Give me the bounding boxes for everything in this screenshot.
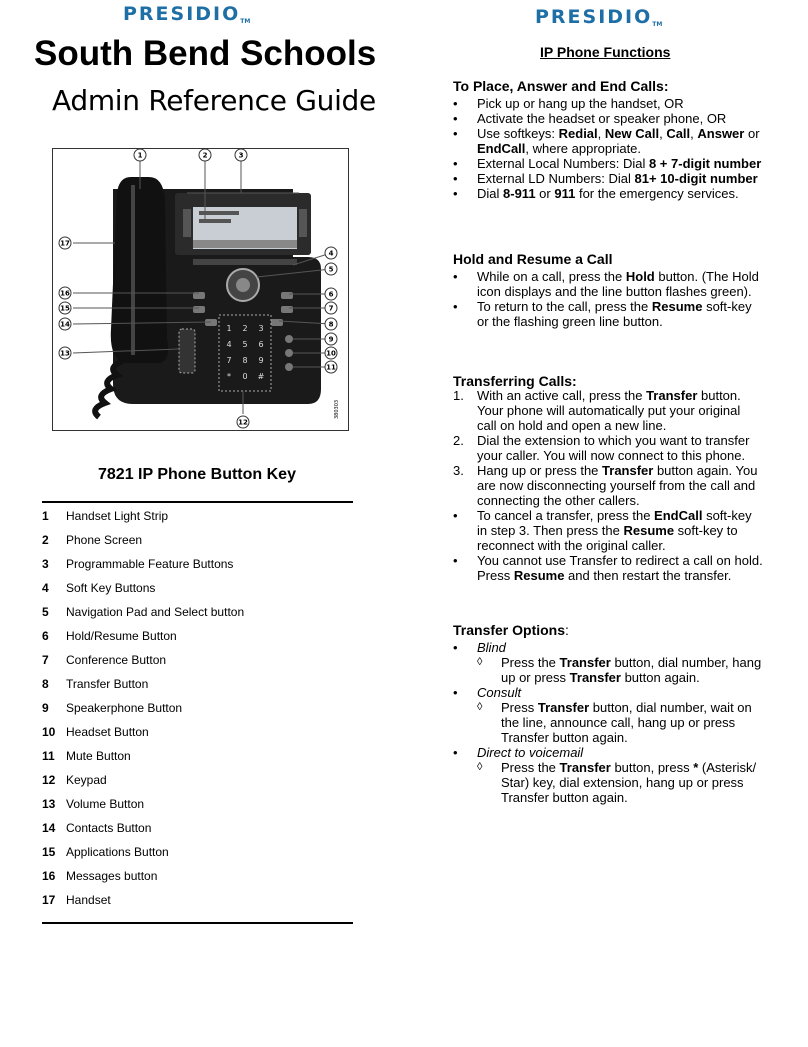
text-segment: Resume [623, 523, 675, 538]
key-number: 6 [42, 629, 49, 643]
key-row [42, 624, 353, 648]
key-label: Hold/Resume Button [66, 629, 177, 643]
callout-number: 9 [328, 335, 334, 344]
text-segment: Answer [697, 126, 745, 141]
key-label: Speakerphone Button [66, 701, 183, 715]
key-row [42, 504, 353, 528]
text-segment: button, press [610, 760, 694, 775]
text-segment: External Local Numbers: Dial [477, 156, 649, 171]
text-segment: (Asterisk/ Star) key, dial extension, hang up or press Transfer button again. [501, 760, 757, 805]
list-item [453, 553, 763, 583]
key-number: 16 [42, 869, 56, 883]
callout-number: 7 [328, 304, 334, 313]
list-item [453, 126, 763, 156]
list-marker: • [453, 685, 458, 700]
text-segment: Transfer [569, 670, 621, 685]
text-segment: or [535, 186, 555, 201]
text-segment: Hang up or press the [477, 463, 603, 478]
text-segment: Dial [477, 186, 504, 201]
list-marker: • [453, 96, 458, 111]
key-number: 15 [42, 845, 56, 859]
text-segment: 911 [554, 186, 576, 201]
text-segment: button again. You are now disconnecting yourself from the call and connecting the other callers. [477, 463, 758, 508]
callout-number: 3 [238, 151, 244, 160]
text-segment: button, dial number, wait on the line, announce call, hang up or press Transfer button again. [501, 700, 752, 745]
text-segment: , [690, 126, 698, 141]
page-subtitle: Admin Reference Guide [52, 84, 376, 117]
text-segment: or [744, 126, 760, 141]
key-number: 5 [42, 605, 49, 619]
key-number: 3 [42, 557, 49, 571]
text-segment: button. Your phone will automatically put your original call on hold and open a new line. [477, 388, 741, 433]
keypad-key: 8 [242, 356, 248, 365]
key-row [42, 672, 353, 696]
key-row [42, 552, 353, 576]
keypad-key: 6 [258, 340, 264, 349]
list-item [453, 171, 763, 186]
key-label: Volume Button [66, 797, 145, 811]
text-segment: External LD Numbers: Dial [477, 171, 635, 186]
list-marker: ◊ [477, 701, 483, 713]
text-segment: You cannot use Transfer to redirect a call on hold. Press [477, 553, 763, 583]
list-marker: • [453, 745, 458, 760]
keypad-key: * [227, 372, 231, 381]
key-row [42, 768, 353, 792]
text-segment: To return to the call, press the [477, 299, 652, 314]
key-row [42, 744, 353, 768]
text-segment: and then restart the transfer. [564, 568, 732, 583]
list-marker: • [453, 156, 458, 171]
text-segment: , where appropriate. [525, 141, 642, 156]
key-number: 4 [42, 581, 49, 595]
presidio-logo-left: PRESIDIOTM [123, 3, 251, 25]
text-segment: Press the [501, 655, 560, 670]
text-segment: Activate the headset or speaker phone, OR [477, 111, 727, 126]
text-segment: Hold [625, 269, 655, 284]
text-segment: Use softkeys: [477, 126, 559, 141]
callout-number: 5 [328, 265, 334, 274]
text-segment: Dial the extension to which you want to transfer your caller. You will now connect to this phone. [477, 433, 750, 463]
keypad-key: 4 [226, 340, 232, 349]
page-title: South Bend Schools [34, 34, 377, 73]
key-row [42, 648, 353, 672]
key-label: Applications Button [66, 845, 169, 859]
text-segment: New Call [604, 126, 660, 141]
callout-number: 11 [326, 363, 336, 372]
list-marker: 1. [453, 388, 464, 403]
key-label: Messages button [66, 869, 158, 883]
text-segment: Transfer [537, 700, 590, 715]
list-marker: ◊ [477, 656, 483, 668]
callout-number: 8 [328, 320, 334, 329]
callout-number: 6 [328, 290, 334, 299]
figure-code: 380303 [334, 399, 340, 419]
list-marker: • [453, 299, 458, 314]
text-segment: EndCall [477, 141, 526, 156]
text-segment: button, dial number, hang up or press [501, 655, 762, 685]
key-row [42, 720, 353, 744]
list-marker: • [453, 640, 458, 655]
list-marker: • [453, 111, 458, 126]
text-segment: Press the [501, 760, 560, 775]
text-segment: Transfer [646, 388, 698, 403]
list-marker: • [453, 126, 458, 141]
keypad-key: 2 [242, 324, 248, 333]
list-item [453, 640, 763, 655]
text-segment: * [693, 760, 699, 775]
list-transfer-options [453, 640, 763, 805]
list-marker: • [453, 508, 458, 523]
list-item [453, 685, 763, 700]
keypad-key: 9 [258, 356, 264, 365]
phone-illustration [53, 149, 349, 431]
key-label: Conference Button [66, 653, 167, 667]
text-segment: Transfer [559, 760, 611, 775]
keypad-key: 1 [226, 324, 232, 333]
callout-number: 16 [60, 289, 70, 298]
keypad-key: # [257, 372, 265, 381]
list-item [453, 700, 763, 745]
heading-transfer-options: Transfer Options: [453, 622, 569, 638]
key-number: 1 [42, 509, 49, 523]
text-segment: , [597, 126, 605, 141]
key-label: Phone Screen [66, 533, 143, 547]
key-number: 8 [42, 677, 49, 691]
list-item [453, 760, 763, 805]
list-marker: 3. [453, 463, 464, 478]
text-segment: Pick up or hang up the handset, OR [477, 96, 684, 111]
button-key-table [42, 501, 353, 924]
list-item [453, 508, 763, 553]
list-item [453, 269, 763, 299]
list-item [453, 463, 763, 508]
text-segment: Blind [477, 640, 506, 655]
button-key-title: 7821 IP Phone Button Key [98, 466, 296, 483]
list-marker: • [453, 553, 458, 568]
list-marker: • [453, 269, 458, 284]
key-label: Handset [66, 893, 111, 907]
heading-hold-resume: Hold and Resume a Call [453, 251, 613, 267]
key-number: 13 [42, 797, 56, 811]
key-label: Keypad [66, 773, 107, 787]
key-number: 12 [42, 773, 56, 787]
keypad-key: 0 [242, 372, 248, 381]
callout-number: 13 [60, 349, 70, 358]
key-label: Contacts Button [66, 821, 152, 835]
keypad-key: 5 [242, 340, 248, 349]
list-marker: • [453, 171, 458, 186]
text-segment: Resume [651, 299, 703, 314]
callout-number: 12 [238, 418, 248, 427]
text-segment: To cancel a transfer, press the [477, 508, 655, 523]
presidio-logo-right: PRESIDIOTM [535, 6, 663, 28]
text-segment: 8-911 [503, 186, 536, 201]
heading-place-calls: To Place, Answer and End Calls: [453, 78, 669, 94]
phone-diagram [52, 148, 349, 431]
list-marker: 2. [453, 433, 464, 448]
key-number: 9 [42, 701, 49, 715]
list-item [453, 655, 763, 685]
text-segment: 81+ 10-digit number [634, 171, 758, 186]
list-item [453, 745, 763, 760]
key-row [42, 696, 353, 720]
key-label: Transfer Button [66, 677, 149, 691]
text-segment: Resume [513, 568, 565, 583]
text-segment: Redial [558, 126, 598, 141]
callout-number: 15 [60, 304, 70, 313]
key-row [42, 840, 353, 864]
list-item [453, 156, 763, 171]
callout-number: 10 [326, 349, 336, 358]
key-row [42, 816, 353, 840]
text-segment: for the emergency services. [575, 186, 739, 201]
keypad-key: 7 [226, 356, 232, 365]
key-number: 7 [42, 653, 49, 667]
text-segment: 8 + 7-digit number [648, 156, 762, 171]
list-item [453, 299, 763, 329]
text-segment: , [659, 126, 667, 141]
text-segment: With an active call, press the [477, 388, 647, 403]
text-segment: Press [501, 700, 538, 715]
text-segment: button. (The Hold icon displays and the line button flashes green). [477, 269, 759, 299]
key-number: 11 [42, 749, 55, 763]
key-label: Mute Button [66, 749, 131, 763]
volume-button [179, 329, 195, 373]
text-segment: EndCall [654, 508, 703, 523]
text-segment: Consult [477, 685, 522, 700]
key-number: 2 [42, 533, 49, 547]
list-item [453, 186, 763, 201]
text-segment: Transfer [559, 655, 611, 670]
key-row [42, 600, 353, 624]
key-row [42, 792, 353, 816]
text-segment: soft-key to reconnect with the original caller. [477, 523, 738, 553]
text-segment: soft-key or the flashing green line button. [477, 299, 752, 329]
keypad-key: 3 [258, 324, 264, 333]
callout-number: 14 [60, 320, 70, 329]
list-item [453, 96, 763, 111]
callout-number: 2 [202, 151, 208, 160]
heading-transferring: Transferring Calls: [453, 373, 577, 389]
key-row [42, 864, 353, 888]
key-number: 10 [42, 725, 56, 739]
text-segment: Direct to voicemail [477, 745, 584, 760]
text-segment: Call [666, 126, 691, 141]
list-hold-resume [453, 269, 763, 329]
key-label: Programmable Feature Buttons [66, 557, 234, 571]
key-number: 17 [42, 893, 56, 907]
key-label: Handset Light Strip [66, 509, 169, 523]
list-marker: ◊ [477, 761, 483, 773]
key-label: Soft Key Buttons [66, 581, 156, 595]
list-item [453, 111, 763, 126]
list-transferring [453, 388, 763, 583]
text-segment: Transfer [602, 463, 654, 478]
key-row [42, 528, 353, 552]
list-item [453, 388, 763, 433]
handset [111, 177, 168, 363]
callout-number: 17 [60, 239, 70, 248]
key-row [42, 888, 353, 912]
key-row [42, 576, 353, 600]
callout-number: 4 [328, 249, 334, 258]
list-place-calls [453, 96, 763, 201]
callout-number: 1 [137, 151, 143, 160]
key-label: Navigation Pad and Select button [66, 605, 245, 619]
list-marker: • [453, 186, 458, 201]
text-segment: While on a call, press the [477, 269, 626, 284]
list-item [453, 433, 763, 463]
text-segment: soft-key in step 3. Then press the [477, 508, 752, 538]
key-label: Headset Button [66, 725, 149, 739]
section-title-ip-phone-functions: IP Phone Functions [540, 44, 671, 60]
text-segment: button again. [620, 670, 700, 685]
key-number: 14 [42, 821, 56, 835]
